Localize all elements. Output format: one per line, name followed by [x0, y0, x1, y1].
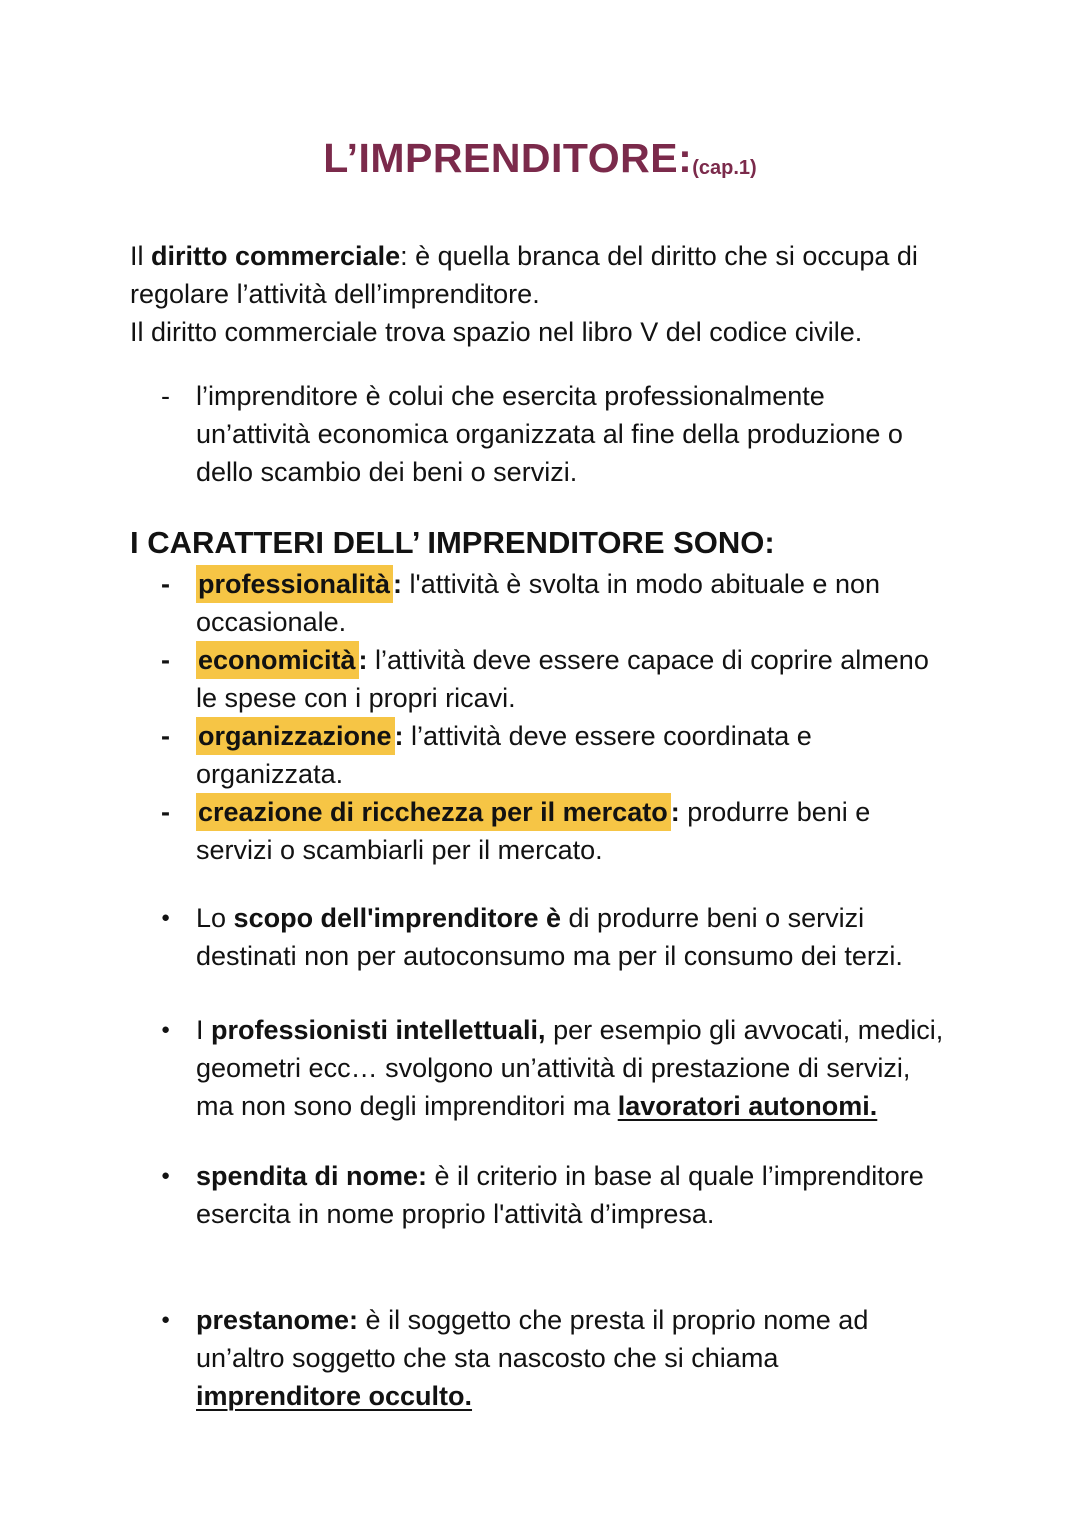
dash-marker: - — [161, 569, 170, 599]
definition-list-item — [130, 377, 990, 491]
underlined-term: lavoratori autonomi. — [617, 1091, 878, 1121]
page-title-text: L’IMPRENDITORE: — [323, 135, 693, 181]
dash-marker: - — [161, 797, 170, 827]
page-title-chapter: (cap.1) — [692, 157, 757, 179]
bold-term: prestanome: — [196, 1305, 359, 1335]
bullet-item-prestanome: ● prestanome: è il soggetto che presta il proprio nome ad un’altro soggetto che sta nascosto che si chiama imprenditore occulto. — [130, 1301, 990, 1415]
dash-marker: - — [161, 381, 170, 411]
characteristic-item-organizzazione: - organizzazione : l’attività deve essere coordinata e organizzata. — [130, 717, 990, 793]
intro-line-3: Il diritto commerciale trova spazio nel libro V del codice civile. — [130, 317, 863, 347]
bullet-marker: ● — [161, 1021, 171, 1038]
bullet-item-scopo: ● Lo scopo dell'imprenditore è di produrre beni o servizi destinati non per autoconsumo ma per il consumo dei terzi. — [130, 899, 990, 975]
intro-line-1: Il diritto commerciale: è quella branca del diritto che si occupa di — [130, 241, 918, 271]
section-heading: I CARATTERI DELL’ IMPRENDITORE SONO: — [130, 525, 775, 560]
bullet-item-professionisti: ● I professionisti intellettuali, per esempio gli avvocati, medici, geometri ecc… svolgono un’attività di prestazione di servizi, ma non sono degli imprenditori ma lavoratori autonomi. — [130, 1011, 990, 1125]
bold-term: spendita di nome: — [196, 1161, 428, 1191]
page-title — [0, 133, 1080, 193]
underlined-term: imprenditore occulto. — [196, 1381, 473, 1411]
intro-line-2: regolare l’attività dell’imprenditore. — [130, 279, 540, 309]
intro-bold-term: diritto commerciale — [151, 241, 401, 271]
bullet-marker: ● — [161, 1167, 171, 1184]
highlighted-term: economicità — [196, 641, 359, 679]
characteristics-list — [130, 565, 990, 869]
bullet-marker: ● — [161, 909, 171, 926]
intro-paragraph — [130, 237, 990, 351]
bullet-marker: ● — [161, 1311, 171, 1328]
dash-marker: - — [161, 645, 170, 675]
bold-term: scopo dell'imprenditore è — [233, 903, 562, 933]
characteristic-item-economicita: - economicità : l’attività deve essere capace di coprire almeno le spese con i propri ricavi. — [130, 641, 990, 717]
highlighted-term: professionalità — [196, 565, 393, 603]
definition-text: l’imprenditore è colui che esercita professionalmente un’attività economica organizzata al fine della produzione o dello scambio dei beni o servizi. — [196, 381, 903, 487]
highlighted-term: organizzazione — [196, 717, 395, 755]
bullet-item-spendita-di-nome: ● spendita di nome: è il criterio in base al quale l’imprenditore esercita in nome proprio l'attività d’impresa. — [130, 1157, 990, 1233]
characteristic-item-professionalita: - professionalità : l'attività è svolta in modo abituale e non occasionale. — [130, 565, 990, 641]
bold-term: professionisti intellettuali, — [211, 1015, 546, 1045]
characteristic-item-creazione-di-ricchezza: - creazione di ricchezza per il mercato : produrre beni e servizi o scambiarli per il mercato. — [130, 793, 990, 869]
highlighted-term: creazione di ricchezza per il mercato — [196, 793, 671, 831]
dash-marker: - — [161, 721, 170, 751]
